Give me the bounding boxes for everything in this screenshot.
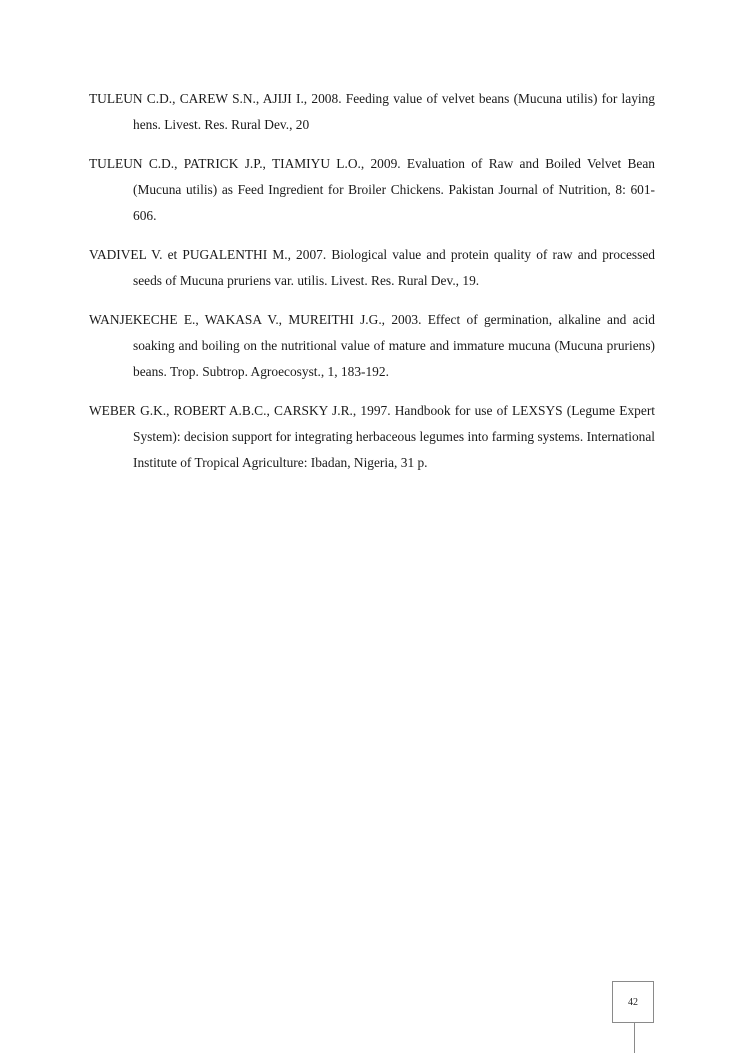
page-number-connector-line [634,1023,635,1053]
reference-entry: WEBER G.K., ROBERT A.B.C., CARSKY J.R., 1997. Handbook for use of LEXSYS (Legume Expert System): decision support for integrating herbaceous legumes into farming systems. International Institute of Tropical Agriculture: Ibadan, Nigeria, 31 p. [89,403,655,470]
reference-entry: VADIVEL V. et PUGALENTHI M., 2007. Biological value and protein quality of raw and processed seeds of Mucuna pruriens var. utilis. Livest. Res. Rural Dev., 19. [89,247,655,288]
reference-entry: WANJEKECHE E., WAKASA V., MUREITHI J.G., 2003. Effect of germination, alkaline and acid soaking and boiling on the nutritional value of mature and immature mucuna (Mucuna pruriens) beans. Trop. Subtrop. Agroecosyst., 1, 183-192. [89,312,655,379]
reference-list [89,86,655,489]
page-number [612,981,654,1023]
reference-entry: TULEUN C.D., CAREW S.N., AJIJI I., 2008. Feeding value of velvet beans (Mucuna utilis) for laying hens. Livest. Res. Rural Dev., 20 [89,91,655,132]
page-number-label: 42 [628,996,638,1008]
reference-entry: TULEUN C.D., PATRICK J.P., TIAMIYU L.O., 2009. Evaluation of Raw and Boiled Velvet Bean (Mucuna utilis) as Feed Ingredient for Broiler Chickens. Pakistan Journal of Nutrition, 8: 601-606. [89,156,655,223]
